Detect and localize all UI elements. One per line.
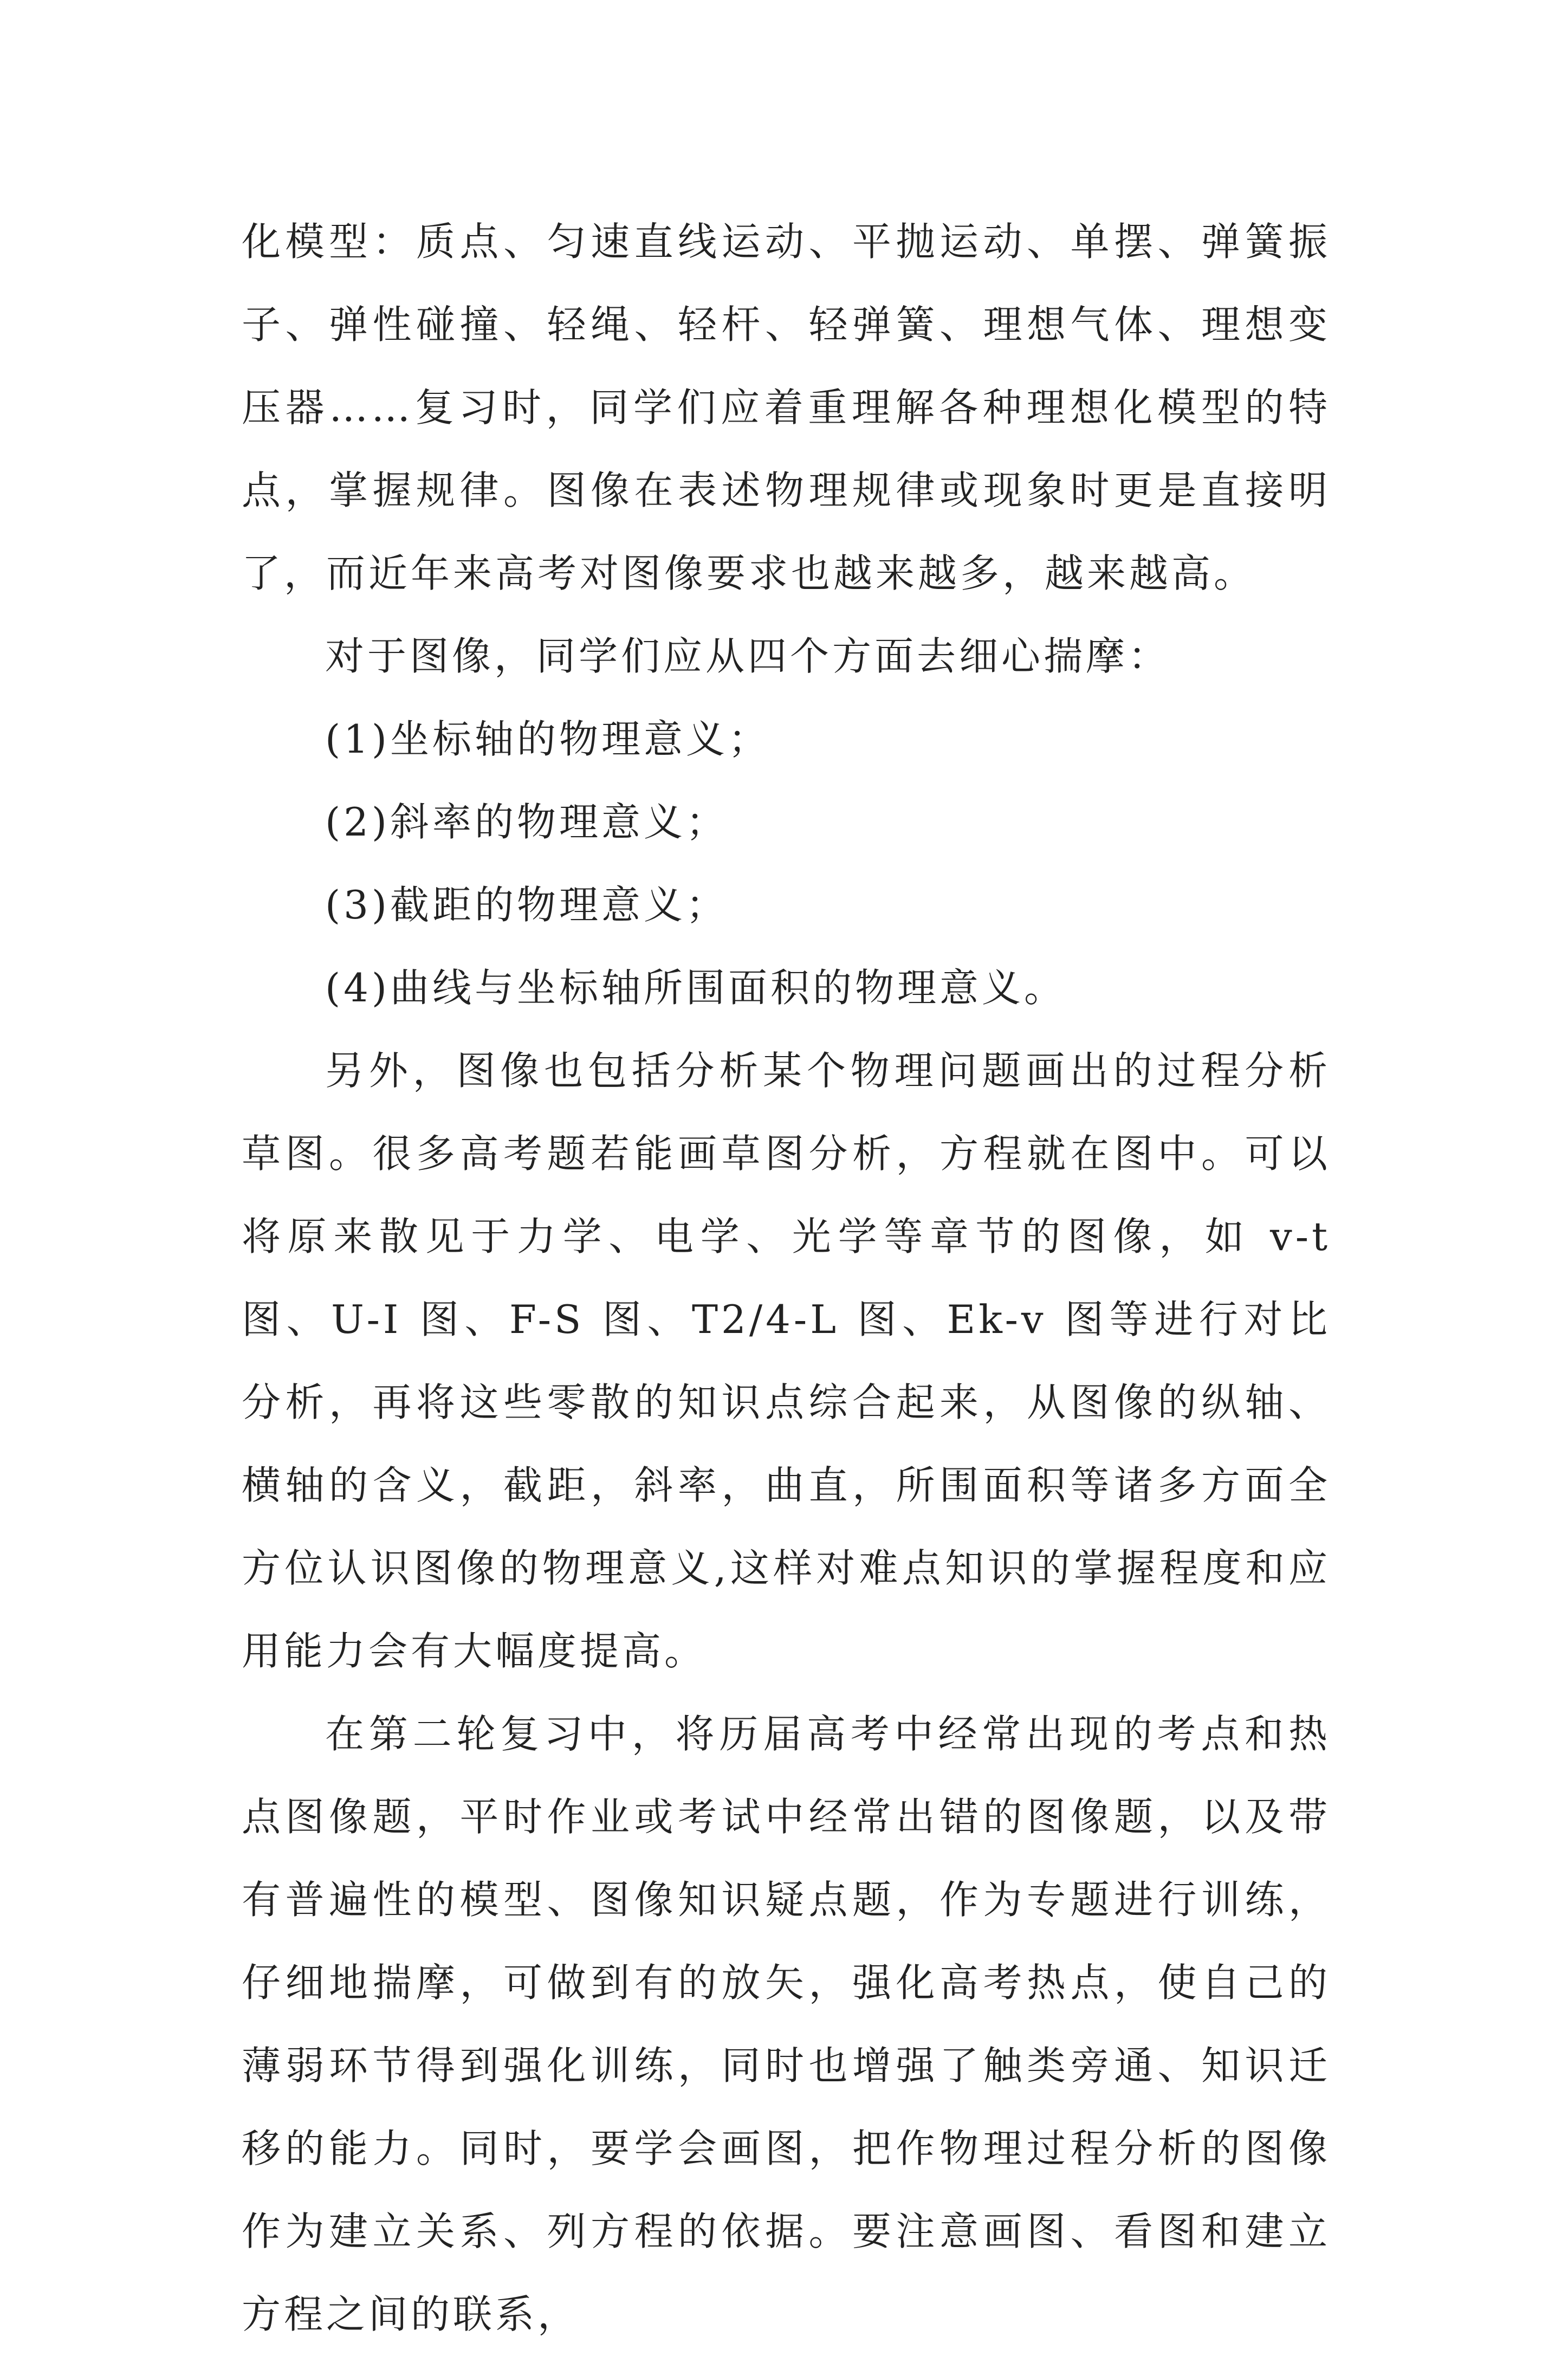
- list-item-axis: (1)坐标轴的物理意义；: [325, 716, 770, 762]
- paragraph-graph-intro: 对于图像，同学们应从四个方面去细心揣摩：: [325, 633, 1171, 679]
- list-item-area: (4)曲线与坐标轴所围面积的物理意义。: [325, 965, 1066, 1011]
- list-item-slope: (2)斜率的物理意义；: [325, 799, 728, 845]
- paragraph-second-round: 在第二轮复习中，将历届高考中经常出现的考点和热点图像题，平时作业或考试中经常出错的图像题，以及带有普遍性的模型、图像知识疑点题，作为专题进行训练，仔细地揣摩，可做到有的放矢，强化高考热点，使自己的薄弱环节得到强化训练，同时也增强了触类旁通、知识迁移的能力。同时，要学会画图，把作物理过程分析的图像作为建立关系、列方程的依据。要注意画图、看图和建立方程之间的联系，: [242, 1711, 1331, 2337]
- paragraph-models: 化模型：质点、匀速直线运动、平抛运动、单摆、弹簧振子、弹性碰撞、轻绳、轻杆、轻弹簧、理想气体、理想变压器……复习时，同学们应着重理解各种理想化模型的特点，掌握规律。图像在表述物理规律或现象时更是直接明了，而近年来高考对图像要求也越来越多，越来越高。: [242, 219, 1331, 596]
- document-body: [242, 200, 1331, 2356]
- paragraph-sketch: 另外，图像也包括分析某个物理问题画出的过程分析草图。很多高考题若能画草图分析，方程就在图中。可以将原来散见于力学、电学、光学等章节的图像，如 v-t 图、U-I 图、F-S 图、T2/4-L 图、Ek-v 图等进行对比分析，再将这些零散的知识点综合起来，从图像的纵轴、横轴的含义，截距，斜率，曲直，所围面积等诸多方面全方位认识图像的物理意义,这样对难点知识的掌握程度和应用能力会有大幅度提高。: [242, 1048, 1331, 1674]
- list-item-intercept: (3)截距的物理意义；: [325, 882, 728, 928]
